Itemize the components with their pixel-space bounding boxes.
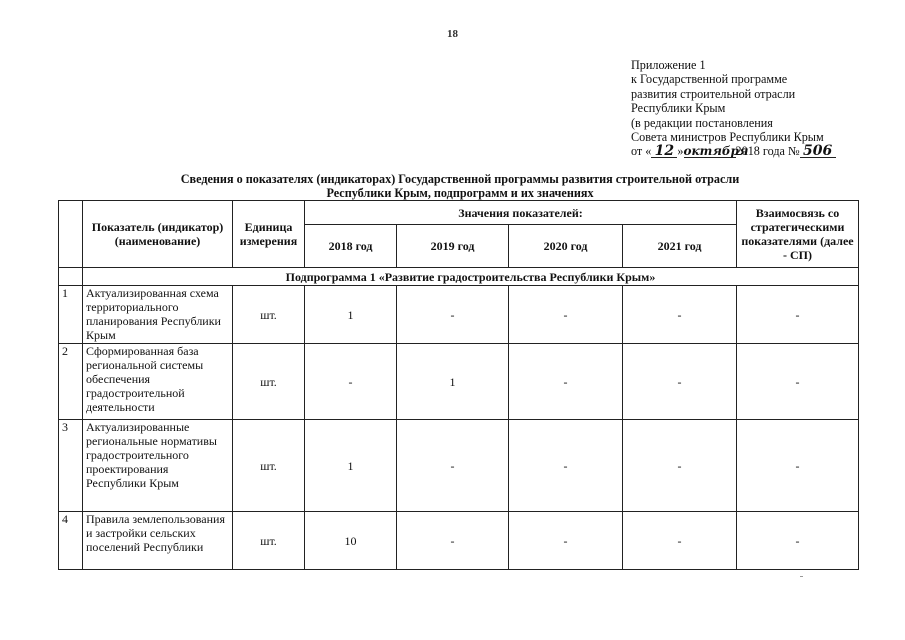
header-indicator: Показатель (индикатор) (наименование) (83, 201, 233, 268)
indicators-table (58, 200, 859, 570)
appendix-line: Республики Крым (631, 101, 726, 116)
table-row (59, 512, 859, 570)
appendix-line: к Государственной программе (631, 72, 788, 87)
row-unit: шт. (233, 420, 305, 512)
row-value-2018: 1 (305, 420, 397, 512)
appendix-line: (в редакции постановления (631, 115, 773, 130)
header-year: 2018 год (305, 225, 397, 268)
table-row (59, 420, 859, 512)
date-prefix: от « (631, 144, 652, 159)
row-value-2021: - (623, 344, 737, 420)
row-number: 4 (59, 512, 83, 570)
row-value-2019: - (397, 512, 509, 570)
row-number: 3 (59, 420, 83, 512)
date-year: 2018 года № (735, 144, 800, 159)
row-indicator-name: Актуализированные региональные нормативы градостроительного проектирования Республики Крым (83, 420, 233, 512)
row-link: - (737, 420, 859, 512)
date-mid: » (677, 144, 684, 159)
row-value-2021: - (623, 512, 737, 570)
header-year: 2019 год (397, 225, 509, 268)
row-unit: шт. (233, 344, 305, 420)
row-unit: шт. (233, 286, 305, 344)
appendix-line: Совета министров Республики Крым (631, 130, 824, 145)
table-row (59, 344, 859, 420)
appendix-line: развития строительной отрасли (631, 86, 796, 101)
row-value-2020: - (509, 286, 623, 344)
title-line: Республики Крым, подпрограмм и их значениях (326, 186, 594, 200)
header-year: 2021 год (623, 225, 737, 268)
header-link: Взаимосвязь со стратегическими показателями (далее - СП) (737, 201, 859, 268)
appendix-date-line (631, 144, 891, 158)
row-link: - (737, 286, 859, 344)
row-value-2021: - (623, 420, 737, 512)
document-title (60, 172, 860, 200)
row-number: 2 (59, 344, 83, 420)
row-value-2020: - (509, 420, 623, 512)
row-number: 1 (59, 286, 83, 344)
appendix-line: Приложение 1 (631, 58, 706, 72)
row-unit: шт. (233, 512, 305, 570)
row-value-2020: - (509, 512, 623, 570)
handwritten-number: 506 (800, 145, 836, 158)
page-number: 18 (447, 28, 458, 40)
handwritten-month: октября (683, 144, 749, 159)
scan-speck (800, 576, 803, 577)
row-value-2019: 1 (397, 344, 509, 420)
row-link: - (737, 344, 859, 420)
row-indicator-name: Актуализированная схема территориального планирования Республики Крым (83, 286, 233, 344)
row-value-2019: - (397, 420, 509, 512)
row-value-2018: 10 (305, 512, 397, 570)
handwritten-day: 12 (651, 145, 677, 158)
row-indicator-name: Сформированная база региональной системы обеспечения градостроительной деятельности (83, 344, 233, 420)
table-row (59, 286, 859, 344)
header-number (59, 201, 83, 268)
subprogram-number-cell (59, 268, 83, 286)
row-value-2018: - (305, 344, 397, 420)
row-value-2018: 1 (305, 286, 397, 344)
header-values-group: Значения показателей: (305, 201, 737, 225)
row-value-2021: - (623, 286, 737, 344)
row-value-2019: - (397, 286, 509, 344)
row-value-2020: - (509, 344, 623, 420)
row-link: - (737, 512, 859, 570)
row-indicator-name: Правила землепользования и застройки сельских поселений Республики (83, 512, 233, 570)
appendix-block (631, 58, 891, 159)
header-year: 2020 год (509, 225, 623, 268)
header-unit: Единица измерения (233, 201, 305, 268)
title-line: Сведения о показателях (индикаторах) Государственной программы развития строительной отрасли (180, 172, 740, 186)
subprogram-title: Подпрограмма 1 «Развитие градостроительства Республики Крым» (83, 268, 859, 286)
